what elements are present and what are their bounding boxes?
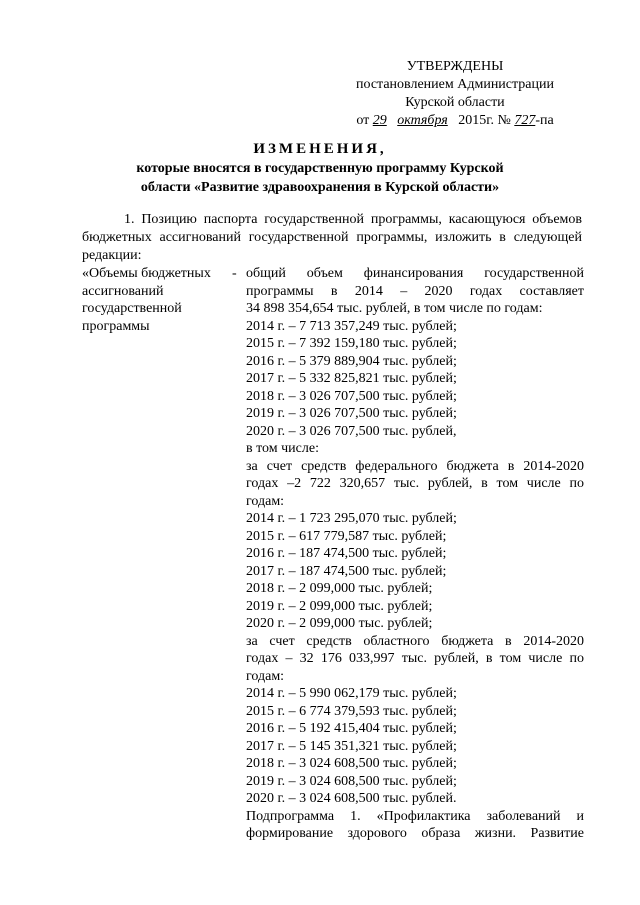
federal-year-2019: 2019 г. – 2 099,000 тыс. рублей; xyxy=(246,598,433,614)
total-year-2019: 2019 г. – 3 026 707,500 тыс. рублей; xyxy=(246,406,457,421)
intro-paragraph xyxy=(82,211,582,265)
passport-value xyxy=(246,265,584,843)
label-line-3: государственной xyxy=(82,301,182,316)
regional-line-1: за счет средств областного бюджета в 2014-2020 xyxy=(246,633,584,649)
federal-year-2020: 2020 г. – 2 099,000 тыс. рублей; xyxy=(246,616,433,631)
document-title xyxy=(0,140,640,197)
total-year-2016: 2016 г. – 5 379 889,904 тыс. рублей; xyxy=(246,353,457,369)
approval-line-1: постановлением Администрации xyxy=(356,77,554,92)
federal-year-2016: 2016 г. – 187 474,500 тыс. рублей; xyxy=(246,546,447,561)
label-line-2: ассигнований xyxy=(82,283,164,299)
regional-year-2017: 2017 г. – 5 145 351,321 тыс. рублей; xyxy=(246,738,457,754)
date-prefix: от xyxy=(356,113,370,128)
date-month: октября xyxy=(397,113,448,128)
total-line-2: программы в 2014 – 2020 годах составляет xyxy=(246,283,584,299)
regional-year-2018: 2018 г. – 3 024 608,500 тыс. рублей; xyxy=(246,756,457,771)
regional-year-2015: 2015 г. – 6 774 379,593 тыс. рублей; xyxy=(246,703,457,719)
approval-block xyxy=(330,58,580,130)
regional-year-2020: 2020 г. – 3 024 608,500 тыс. рублей. xyxy=(246,791,457,806)
doc-suffix: -па xyxy=(535,113,554,128)
subprogram-line-1: Подпрограмма 1. «Профилактика заболеваний и xyxy=(246,808,584,824)
regional-line-2: годах – 32 176 033,997 тыс. рублей, в том числе по xyxy=(246,651,584,666)
federal-line-2: годах –2 722 320,657 тыс. рублей, в том числе по xyxy=(246,476,584,491)
doc-number: 727 xyxy=(514,113,536,128)
regional-year-2016: 2016 г. – 5 192 415,404 тыс. рублей; xyxy=(246,721,457,736)
approval-line-2: Курской области xyxy=(405,95,505,110)
federal-year-2018: 2018 г. – 2 099,000 тыс. рублей; xyxy=(246,581,433,596)
regional-year-2019: 2019 г. – 3 024 608,500 тыс. рублей; xyxy=(246,773,457,789)
label-line-4: программы xyxy=(82,318,150,334)
label-line-1: «Объемы бюджетных xyxy=(82,266,211,281)
intro-text: 1. Позицию паспорта государственной программы, касающуюся объемов бюджетных ассигнований государственной программы, изложить в следующей редакции: xyxy=(82,212,582,263)
label-dash: - xyxy=(232,266,237,281)
federal-year-2014: 2014 г. – 1 723 295,070 тыс. рублей; xyxy=(246,511,457,526)
title-sub-2: области «Развитие здравоохранения в Курской области» xyxy=(140,180,500,195)
federal-line-3: годам: xyxy=(246,493,285,509)
total-year-2018: 2018 г. – 3 026 707,500 тыс. рублей; xyxy=(246,388,457,404)
passport-label xyxy=(82,265,242,335)
title-main: ИЗМЕНЕНИЯ, xyxy=(253,141,387,157)
date-year: 2015г. № xyxy=(458,113,511,128)
federal-year-2015: 2015 г. – 617 779,587 тыс. рублей; xyxy=(246,528,447,544)
title-sub-1: которые вносятся в государственную программу Курской xyxy=(136,161,504,176)
total-year-2017: 2017 г. – 5 332 825,821 тыс. рублей; xyxy=(246,371,457,386)
regional-year-2014: 2014 г. – 5 990 062,179 тыс. рублей; xyxy=(246,686,457,701)
federal-line-1: за счет средств федерального бюджета в 2014-2020 xyxy=(246,458,584,474)
total-year-2015: 2015 г. – 7 392 159,180 тыс. рублей; xyxy=(246,336,457,351)
federal-year-2017: 2017 г. – 187 474,500 тыс. рублей; xyxy=(246,563,447,579)
total-year-2020: 2020 г. – 3 026 707,500 тыс. рублей, xyxy=(246,423,457,439)
approval-date-line xyxy=(330,112,580,130)
total-year-2014: 2014 г. – 7 713 357,249 тыс. рублей; xyxy=(246,318,457,334)
total-line-3: 34 898 354,654 тыс. рублей, в том числе по годам: xyxy=(246,301,543,316)
date-day: 29 xyxy=(372,113,387,128)
including-label: в том числе: xyxy=(246,441,319,456)
total-line-1: общий объем финансирования государственной xyxy=(246,266,584,281)
subprogram-line-2: формирование здорового образа жизни. Развитие xyxy=(246,826,584,841)
regional-line-3: годам: xyxy=(246,668,285,684)
approval-title: УТВЕРЖДЕНЫ xyxy=(406,59,504,74)
